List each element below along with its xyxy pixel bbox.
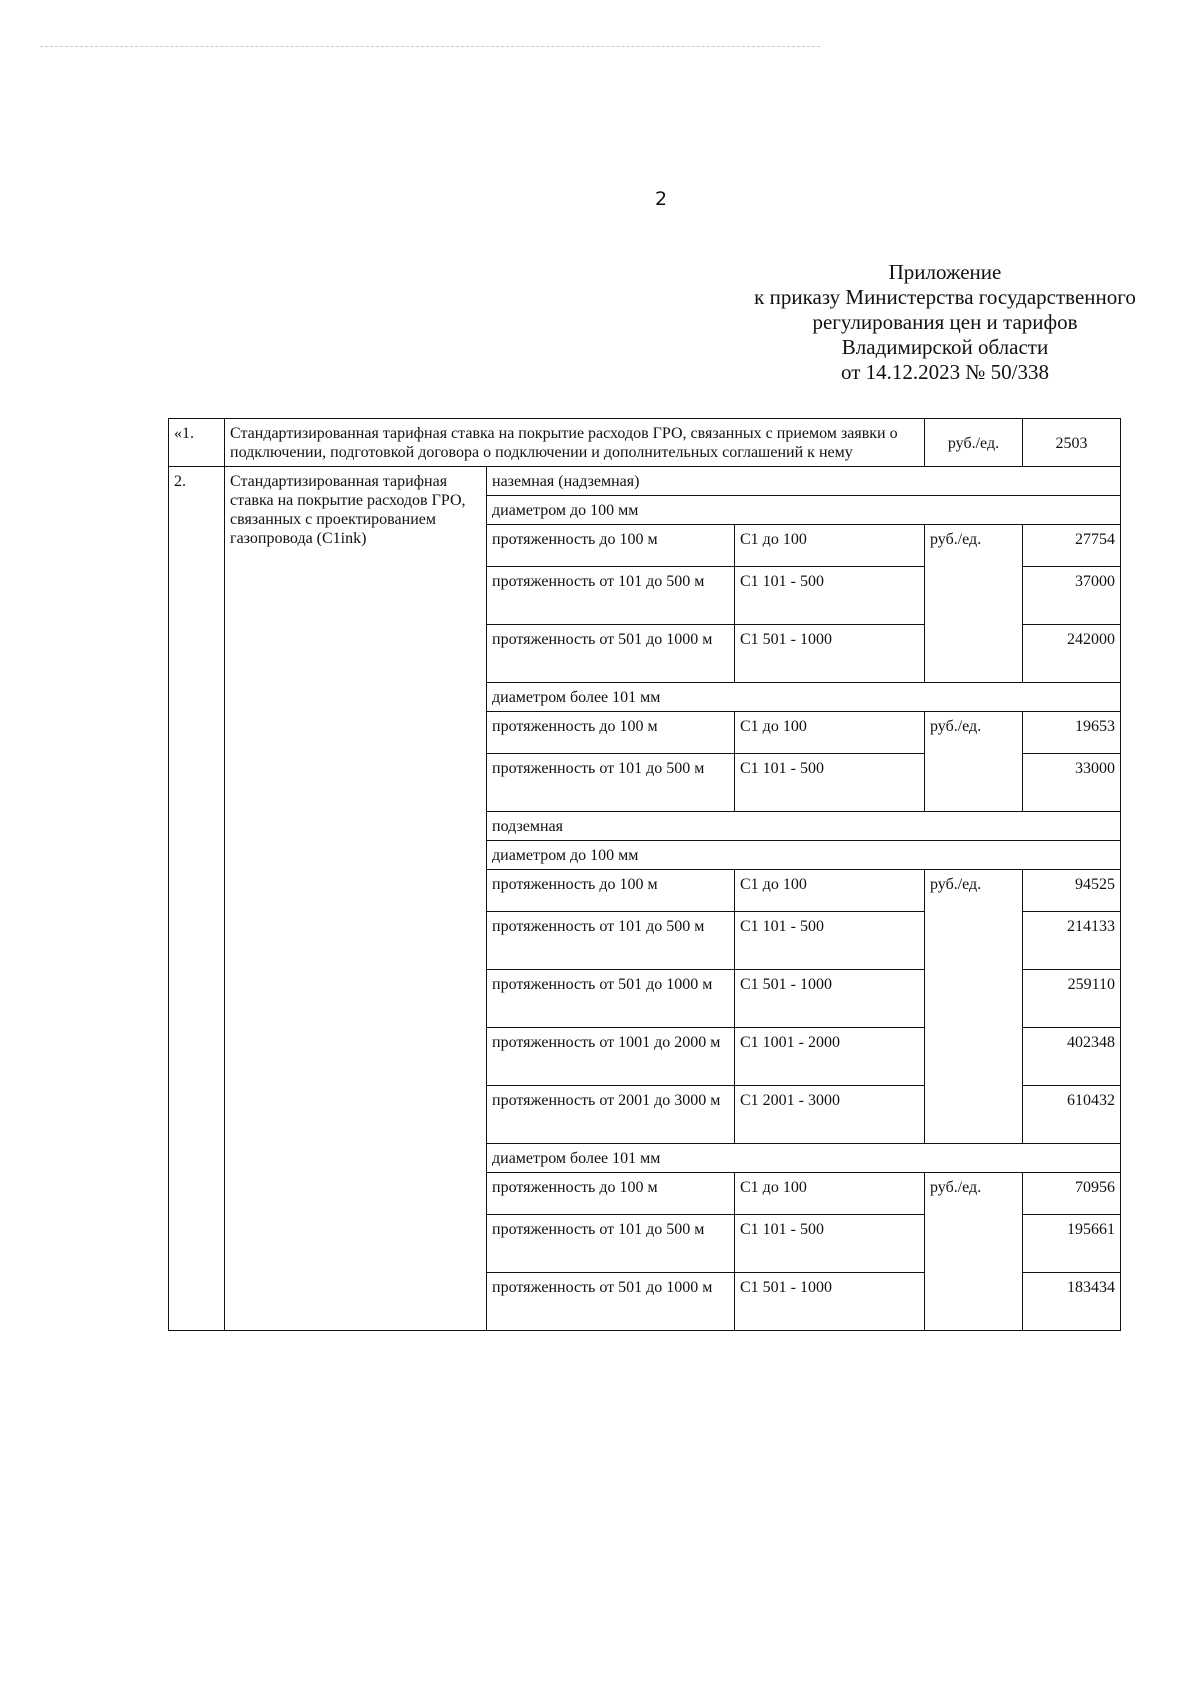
value-cell: 2503: [1023, 419, 1121, 467]
section-header: подземная: [487, 812, 1121, 841]
value-cell: 27754: [1023, 525, 1121, 567]
length-cell: протяженность от 1001 до 2000 м: [487, 1028, 735, 1086]
appendix-line: регулирования цен и тарифов: [812, 310, 1078, 334]
length-cell: протяженность от 101 до 500 м: [487, 754, 735, 812]
section-header: наземная (надземная): [487, 467, 1121, 496]
unit-cell: руб./ед.: [925, 712, 1023, 812]
diameter-label: диаметром до 100 мм: [487, 841, 1121, 870]
code-cell: C1 101 - 500: [735, 567, 925, 625]
value-cell: 70956: [1023, 1173, 1121, 1215]
code-cell: C1 до 100: [735, 712, 925, 754]
diameter-label: диаметром до 100 мм: [487, 496, 1121, 525]
code-cell: C1 501 - 1000: [735, 970, 925, 1028]
code-cell: C1 до 100: [735, 1173, 925, 1215]
value-cell: 94525: [1023, 870, 1121, 912]
unit-cell: руб./ед.: [925, 1173, 1023, 1331]
length-cell: протяженность от 101 до 500 м: [487, 567, 735, 625]
rate-description: Стандартизированная тарифная ставка на покрытие расходов ГРО, связанных с приемом заявки о подключении, подготовкой договора о подключении и дополнительных соглашений к нему: [225, 419, 925, 467]
length-cell: протяженность от 101 до 500 м: [487, 1215, 735, 1273]
value-cell: 242000: [1023, 625, 1121, 683]
code-cell: C1 101 - 500: [735, 1215, 925, 1273]
appendix-line: Владимирской области: [841, 335, 1049, 359]
value-cell: 37000: [1023, 567, 1121, 625]
value-cell: 402348: [1023, 1028, 1121, 1086]
diameter-label: диаметром более 101 мм: [487, 1144, 1121, 1173]
value-cell: 33000: [1023, 754, 1121, 812]
rate-description: Стандартизированная тарифная ставка на покрытие расходов ГРО, связанных с проектированием газопровода (C1ink): [225, 467, 487, 1331]
length-cell: протяженность от 501 до 1000 м: [487, 625, 735, 683]
appendix-line: к приказу Министерства государственного: [754, 285, 1136, 309]
row-number: 2.: [169, 467, 225, 1331]
code-cell: C1 1001 - 2000: [735, 1028, 925, 1086]
length-cell: протяженность до 100 м: [487, 712, 735, 754]
value-cell: 19653: [1023, 712, 1121, 754]
value-cell: 214133: [1023, 912, 1121, 970]
code-cell: C1 501 - 1000: [735, 625, 925, 683]
scan-artifact-line: [40, 46, 820, 47]
section-header-row: [169, 467, 1121, 496]
row-number: «1.: [169, 419, 225, 467]
page-number: 2: [654, 188, 668, 210]
length-cell: протяженность до 100 м: [487, 870, 735, 912]
length-cell: протяженность от 501 до 1000 м: [487, 970, 735, 1028]
length-cell: протяженность до 100 м: [487, 525, 735, 567]
value-cell: 195661: [1023, 1215, 1121, 1273]
code-cell: C1 до 100: [735, 525, 925, 567]
code-cell: C1 101 - 500: [735, 912, 925, 970]
length-cell: протяженность от 101 до 500 м: [487, 912, 735, 970]
table-row-1: [169, 419, 1121, 467]
value-cell: 610432: [1023, 1086, 1121, 1144]
appendix-line: от 14.12.2023 № 50/338: [840, 360, 1050, 384]
value-cell: 183434: [1023, 1273, 1121, 1331]
unit-cell: руб./ед.: [925, 419, 1023, 467]
code-cell: C1 101 - 500: [735, 754, 925, 812]
length-cell: протяженность от 501 до 1000 м: [487, 1273, 735, 1331]
value-cell: 259110: [1023, 970, 1121, 1028]
code-cell: C1 до 100: [735, 870, 925, 912]
length-cell: протяженность до 100 м: [487, 1173, 735, 1215]
unit-cell: руб./ед.: [925, 870, 1023, 1144]
code-cell: C1 2001 - 3000: [735, 1086, 925, 1144]
unit-cell: руб./ед.: [925, 525, 1023, 683]
diameter-label: диаметром более 101 мм: [487, 683, 1121, 712]
length-cell: протяженность от 2001 до 3000 м: [487, 1086, 735, 1144]
appendix-line: Приложение: [888, 260, 1002, 284]
code-cell: C1 501 - 1000: [735, 1273, 925, 1331]
appendix-header: [650, 260, 1200, 385]
tariff-table: [168, 418, 1121, 1331]
